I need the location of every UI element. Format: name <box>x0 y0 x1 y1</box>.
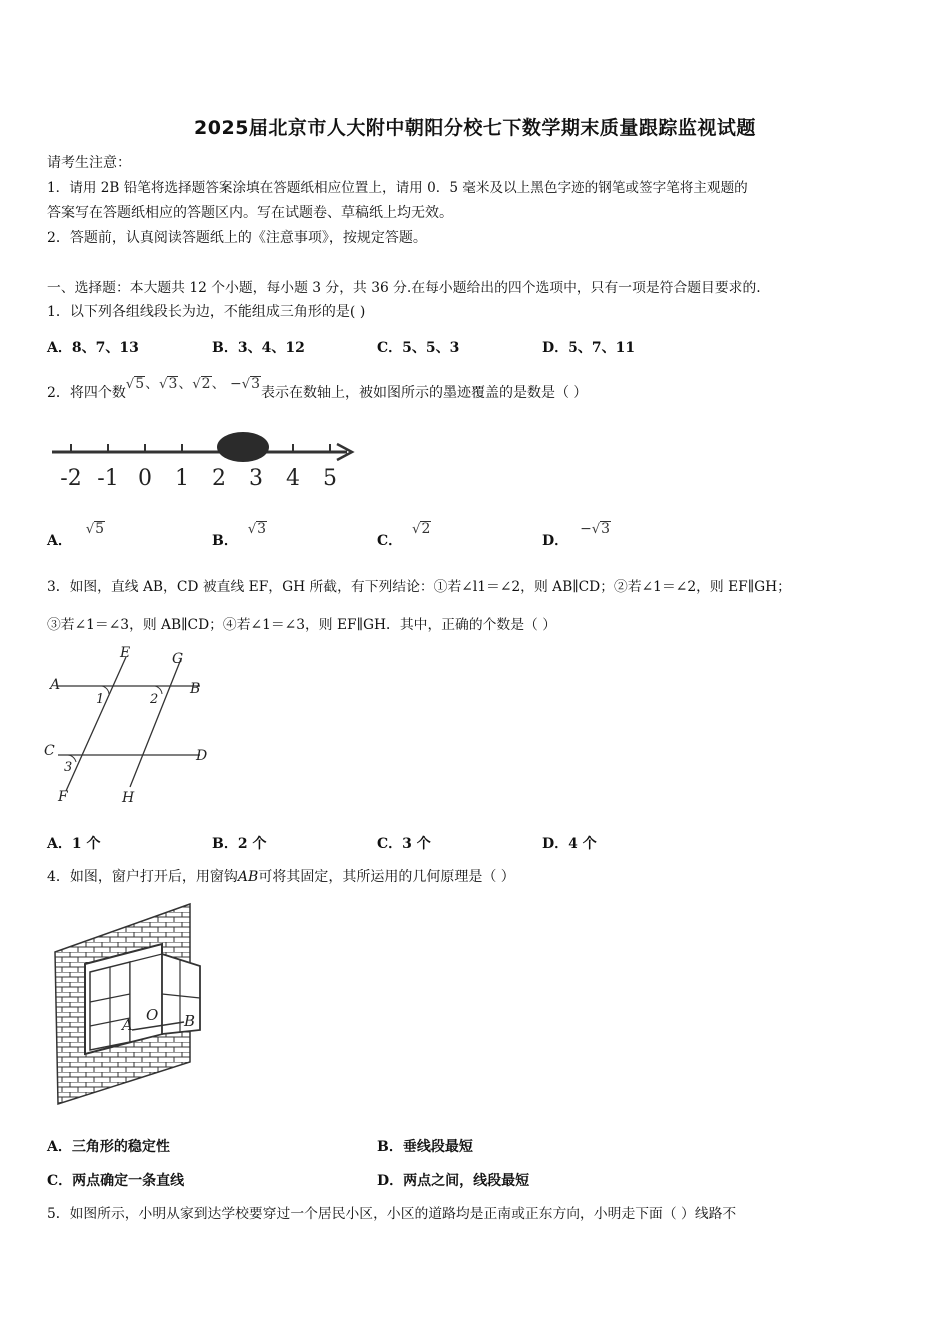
option-text: 3、4、12 <box>237 340 305 356</box>
notice-line-2: 2．答题前，认真阅读答题纸上的《注意事项》，按规定答题。 <box>47 230 427 246</box>
option-label: C． <box>377 340 403 356</box>
q2-option-d[interactable] <box>542 521 611 550</box>
label-c: C <box>44 743 55 759</box>
q2-option-a[interactable] <box>47 521 105 550</box>
option-label: A． <box>47 836 72 852</box>
option-text: 两点之间，线段最短 <box>403 1173 530 1189</box>
q4-option-a[interactable] <box>47 1136 170 1156</box>
radicand: 5 <box>135 376 145 392</box>
q3-option-b[interactable] <box>212 833 266 853</box>
tick-label: 5 <box>323 466 337 491</box>
option-text: 3 个 <box>402 836 431 852</box>
option-label: B． <box>212 533 238 549</box>
tick-label: -2 <box>60 466 82 491</box>
label-b: B <box>184 1012 196 1030</box>
option-text: 8、7、13 <box>71 340 139 356</box>
label-e: E <box>120 645 131 661</box>
tick-label: 0 <box>138 466 152 491</box>
q1-option-d[interactable] <box>542 337 635 357</box>
sep: 、 <box>145 376 160 392</box>
option-label: C． <box>47 1173 73 1189</box>
angle-3-label: 3 <box>64 760 73 775</box>
option-text: 两点确定一条直线 <box>72 1173 185 1189</box>
q1-option-c[interactable] <box>377 337 459 357</box>
radicand: 3 <box>168 376 178 392</box>
label-a: A <box>122 1016 133 1034</box>
q1-option-a[interactable] <box>47 337 139 357</box>
option-label: B． <box>377 1139 403 1155</box>
option-text: 2 个 <box>237 836 267 852</box>
q2-stem-suffix: 表示在数轴上，被如图所示的墨迹覆盖的是数是（ ） <box>260 385 588 401</box>
sep: 、 <box>211 376 226 392</box>
angle-1-label: 1 <box>96 692 105 707</box>
minus: − <box>230 376 242 392</box>
line-gh <box>130 659 181 787</box>
option-label: B． <box>212 340 238 356</box>
q4-stem-suffix: 可将其固定，其所运用的几何原理是（ ） <box>258 869 515 885</box>
tick-label: 2 <box>212 466 226 491</box>
option-label: D． <box>542 340 569 356</box>
radicand: 3 <box>251 376 260 392</box>
tick-label: 4 <box>286 466 300 491</box>
ink-blot <box>217 432 269 462</box>
radicand: 5 <box>95 521 105 537</box>
option-label: D． <box>542 533 569 549</box>
label-o: O <box>146 1006 159 1024</box>
option-text: 5、7、11 <box>568 340 636 356</box>
q2-option-c[interactable] <box>377 521 431 550</box>
section-heading: 一、选择题：本大题共 12 个小题，每小题 3 分，共 36 分.在每小题给出的四个选项中，只有一项是符合题目要求的. <box>47 280 761 296</box>
q2-radicals: √5、√3、√2、 −√3 <box>125 376 260 392</box>
option-value: √2 <box>412 521 431 537</box>
option-text: 垂线段最短 <box>402 1139 473 1155</box>
q2-option-b[interactable] <box>212 521 267 550</box>
radicand: 2 <box>201 376 211 392</box>
q3-stem-line1: 3．如图，直线 AB，CD 被直线 EF，GH 所截，有下列结论：①若∠l1＝∠2，则 AB∥CD；②若∠1＝∠2，则 EF∥GH； <box>47 579 791 595</box>
option-label: D． <box>542 836 569 852</box>
notice-line-1: 1．请用 2B 铅笔将选择题答案涂填在答题纸相应位置上，请用 0．5 毫米及以上黑色字迹的钢笔或签字笔将主观题的 <box>47 180 748 196</box>
tick-label: 1 <box>175 466 189 491</box>
window-pane-right <box>130 954 162 1042</box>
q1-stem: 1．以下列各组线段长为边，不能组成三角形的是( ) <box>47 304 366 320</box>
label-f: F <box>58 789 68 805</box>
q4-stem <box>47 867 515 887</box>
label-h: H <box>122 790 135 806</box>
tick-label: 3 <box>249 466 263 491</box>
option-value: √5 <box>85 521 105 537</box>
number-line-figure <box>47 425 362 495</box>
q3-option-a[interactable] <box>47 833 101 853</box>
label-g: G <box>172 651 184 667</box>
parallel-lines-figure <box>40 645 220 810</box>
label-b: B <box>190 681 201 697</box>
option-label: B． <box>212 836 238 852</box>
option-label: A． <box>47 340 72 356</box>
option-label: D． <box>377 1173 404 1189</box>
option-text: 5、5、3 <box>402 340 460 356</box>
option-label: A． <box>47 533 72 549</box>
q1-option-b[interactable] <box>212 337 305 357</box>
page-title: 2025届北京市人大附中朝阳分校七下数学期末质量跟踪监视试题 <box>194 117 756 139</box>
option-value: −√3 <box>580 521 611 537</box>
q3-option-c[interactable] <box>377 833 431 853</box>
option-label: C． <box>377 836 403 852</box>
q4-var: AB <box>237 869 259 885</box>
notice-line-1b: 答案写在答题纸相应的答题区内。写在试题卷、草稿纸上均无效。 <box>47 205 453 221</box>
tick-label: -1 <box>97 466 119 491</box>
q3-stem-line2: ③若∠1＝∠3，则 AB∥CD；④若∠1＝∠3，则 EF∥GH．其中，正确的个数是（ ） <box>47 617 557 633</box>
q4-option-d[interactable] <box>377 1170 529 1190</box>
radicand: 2 <box>421 521 431 537</box>
option-value: √3 <box>247 521 267 537</box>
q3-option-d[interactable] <box>542 833 597 853</box>
line-ef <box>66 657 126 791</box>
option-text: 1 个 <box>71 836 101 852</box>
option-text: 三角形的稳定性 <box>71 1139 170 1155</box>
notice-heading: 请考生注意： <box>47 155 131 171</box>
minus: − <box>580 521 592 537</box>
radicand: 3 <box>257 521 267 537</box>
q4-stem-prefix: 4．如图，窗户打开后，用窗钩 <box>47 869 238 885</box>
label-d: D <box>196 748 208 764</box>
angle-2-label: 2 <box>150 692 159 707</box>
sep: 、 <box>178 376 193 392</box>
q5-stem: 5．如图所示，小明从家到达学校要穿过一个居民小区，小区的道路均是正南或正东方向，小明走下面（ ）线路不 <box>47 1206 737 1222</box>
q2-stem <box>47 376 588 404</box>
option-label: A． <box>47 1139 72 1155</box>
q2-stem-prefix: 2．将四个数 <box>47 385 126 401</box>
window-figure <box>50 902 210 1107</box>
option-text: 4 个 <box>568 836 597 852</box>
option-label: C． <box>377 533 403 549</box>
q4-option-c[interactable] <box>47 1170 184 1190</box>
q4-option-b[interactable] <box>377 1136 473 1156</box>
label-a: A <box>50 677 61 693</box>
radicand: 3 <box>601 521 611 537</box>
